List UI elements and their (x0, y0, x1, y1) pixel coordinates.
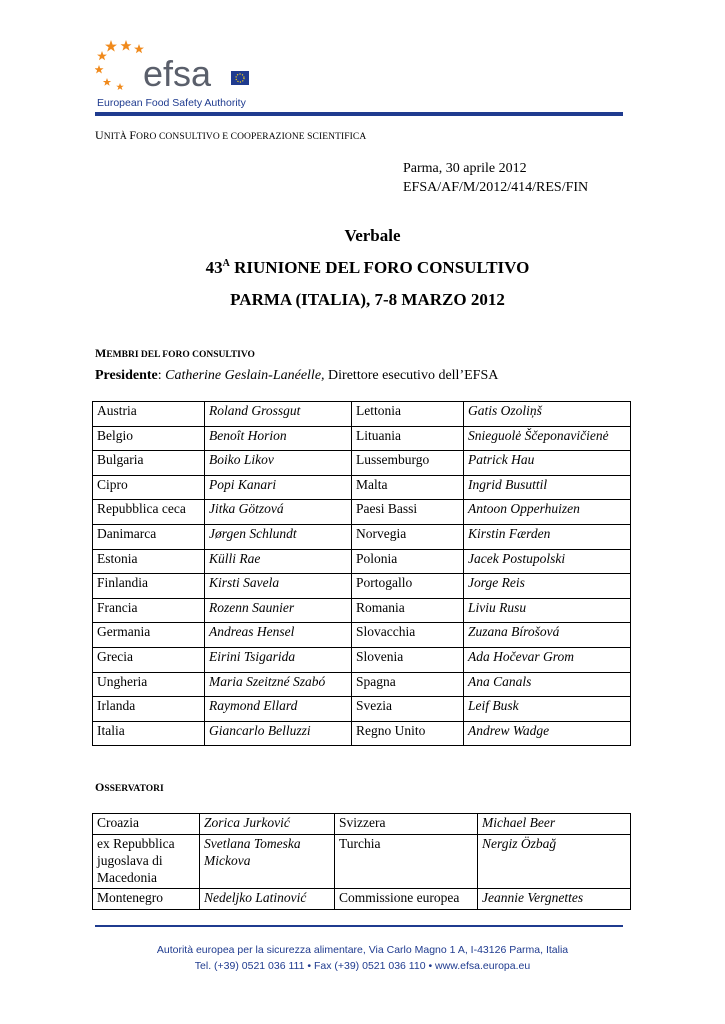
members-heading-initial: M (95, 346, 107, 360)
table-row (93, 835, 631, 889)
country-cell: Lituania (352, 426, 464, 451)
efsa-wordmark: efsa (143, 53, 212, 94)
meeting-title (5, 258, 725, 278)
representative-cell: Giancarlo Belluzzi (205, 721, 352, 746)
representative-cell: Jacek Postupolski (464, 549, 631, 574)
representative-cell: Ana Canals (464, 672, 631, 697)
representative-cell: Maria Szeitzné Szabó (205, 672, 352, 697)
country-cell: Spagna (352, 672, 464, 697)
place-date: Parma, 30 aprile 2012 (403, 161, 527, 176)
table-row (93, 426, 631, 451)
table-row (93, 475, 631, 500)
meeting-number-superscript: A (222, 258, 230, 269)
header-rule (95, 112, 623, 116)
country-cell: Slovenia (352, 647, 464, 672)
country-cell: Montenegro (93, 889, 200, 910)
table-row (93, 672, 631, 697)
country-cell: Francia (93, 598, 205, 623)
table-row (93, 647, 631, 672)
representative-cell: Svetlana Tomeska Mickova (200, 835, 335, 889)
observers-heading-rest: SSERVATORI (104, 784, 164, 794)
place-date-block (403, 159, 588, 197)
country-cell: Turchia (335, 835, 478, 889)
president-name: Catherine Geslain-Lanéelle, (165, 368, 325, 383)
representative-cell: Roland Grossgut (205, 402, 352, 427)
representative-cell: Ingrid Busuttil (464, 475, 631, 500)
unit-heading (95, 128, 366, 143)
representative-cell: Benoît Horion (205, 426, 352, 451)
country-cell: Svezia (352, 697, 464, 722)
representative-cell: Kirsti Savela (205, 574, 352, 599)
table-row (93, 814, 631, 835)
document-reference: EFSA/AF/M/2012/414/RES/FIN (403, 180, 589, 195)
table-row (93, 598, 631, 623)
members-heading-rest: EMBRI DEL FORO CONSULTIVO (106, 350, 255, 360)
table-row (93, 623, 631, 648)
country-cell: Belgio (93, 426, 205, 451)
table-row (93, 549, 631, 574)
country-cell: Slovacchia (352, 623, 464, 648)
country-cell: Romania (352, 598, 464, 623)
country-cell: Cipro (93, 475, 205, 500)
representative-cell: Zorica Jurković (200, 814, 335, 835)
country-cell: Lettonia (352, 402, 464, 427)
representative-cell: Liviu Rusu (464, 598, 631, 623)
country-cell: Irlanda (93, 697, 205, 722)
unit-heading-part: NITÀ (103, 132, 130, 142)
representative-cell: Jeannie Vergnettes (478, 889, 631, 910)
logo-tagline: European Food Safety Authority (97, 97, 246, 109)
country-cell: Ungheria (93, 672, 205, 697)
unit-heading-part: ORO CONSULTIVO E COOPERAZIONE SCIENTIFICA (136, 132, 367, 142)
footer-contacts: Tel. (+39) 0521 036 111 • Fax (+39) 0521 036 110 • www.efsa.europa.eu (194, 960, 531, 972)
country-cell: Italia (93, 721, 205, 746)
table-row (93, 697, 631, 722)
representative-cell: Gatis Ozoliņš (464, 402, 631, 427)
country-cell: Repubblica ceca (93, 500, 205, 525)
star-arc-icon (95, 40, 144, 90)
meeting-place-date: PARMA (ITALIA), 7-8 MARZO 2012 (230, 290, 505, 309)
president-role: Direttore esecutivo dell’EFSA (324, 368, 499, 383)
representative-cell: Patrick Hau (464, 451, 631, 476)
representative-cell: Boiko Likov (205, 451, 352, 476)
country-cell: Estonia (93, 549, 205, 574)
representative-cell: Rozenn Saunier (205, 598, 352, 623)
country-cell: Paesi Bassi (352, 500, 464, 525)
president-label: Presidente (95, 368, 158, 383)
table-row (93, 524, 631, 549)
country-cell: Bulgaria (93, 451, 205, 476)
table-row (93, 500, 631, 525)
country-cell: ex Repubblica jugoslava di Macedonia (93, 835, 200, 889)
table-row (93, 721, 631, 746)
footer-rule (95, 925, 623, 927)
country-cell: Danimarca (93, 524, 205, 549)
representative-cell: Külli Rae (205, 549, 352, 574)
table-row (93, 574, 631, 599)
representative-cell: Leif Busk (464, 697, 631, 722)
country-cell: Lussemburgo (352, 451, 464, 476)
representative-cell: Michael Beer (478, 814, 631, 835)
eu-flag-icon (231, 71, 249, 85)
representative-cell: Zuzana Bírošová (464, 623, 631, 648)
representative-cell: Eirini Tsigarida (205, 647, 352, 672)
table-row (93, 402, 631, 427)
document-title: Verbale (344, 226, 401, 245)
representative-cell: Jørgen Schlundt (205, 524, 352, 549)
observers-heading (95, 780, 164, 795)
representative-cell: Nergiz Özbağ (478, 835, 631, 889)
representative-cell: Raymond Ellard (205, 697, 352, 722)
representative-cell: Nedeljko Latinović (200, 889, 335, 910)
meeting-number: 43 (205, 258, 223, 277)
country-cell: Finlandia (93, 574, 205, 599)
representative-cell: Ada Hočevar Grom (464, 647, 631, 672)
representative-cell: Kirstin Færden (464, 524, 631, 549)
representative-cell: Jitka Götzová (205, 500, 352, 525)
country-cell: Norvegia (352, 524, 464, 549)
president-line: Presidente: Catherine Geslain-Lanéelle, Direttore esecutivo dell’EFSA (95, 368, 499, 383)
unit-heading-part: U (95, 128, 104, 142)
members-heading (95, 346, 255, 361)
footer-address: Autorità europea per la sicurezza alimentare, Via Carlo Magno 1 A, I-43126 Parma, Italia (156, 944, 569, 956)
country-cell: Croazia (93, 814, 200, 835)
representative-cell: Snieguolė Ščeponavičienė (464, 426, 631, 451)
country-cell: Austria (93, 402, 205, 427)
table-row (93, 889, 631, 910)
country-cell: Commissione europea (335, 889, 478, 910)
representative-cell: Andrew Wadge (464, 721, 631, 746)
country-cell: Regno Unito (352, 721, 464, 746)
country-cell: Svizzera (335, 814, 478, 835)
representative-cell: Antoon Opperhuizen (464, 500, 631, 525)
representative-cell: Popi Kanari (205, 475, 352, 500)
country-cell: Grecia (93, 647, 205, 672)
meeting-title-text: RIUNIONE DEL FORO CONSULTIVO (229, 258, 530, 277)
observers-table (92, 813, 631, 910)
members-table (92, 401, 631, 746)
representative-cell: Andreas Hensel (205, 623, 352, 648)
country-cell: Malta (352, 475, 464, 500)
country-cell: Polonia (352, 549, 464, 574)
country-cell: Portogallo (352, 574, 464, 599)
representative-cell: Jorge Reis (464, 574, 631, 599)
table-row (93, 451, 631, 476)
unit-heading-part: F (129, 128, 137, 142)
observers-heading-initial: O (95, 780, 105, 794)
country-cell: Germania (93, 623, 205, 648)
